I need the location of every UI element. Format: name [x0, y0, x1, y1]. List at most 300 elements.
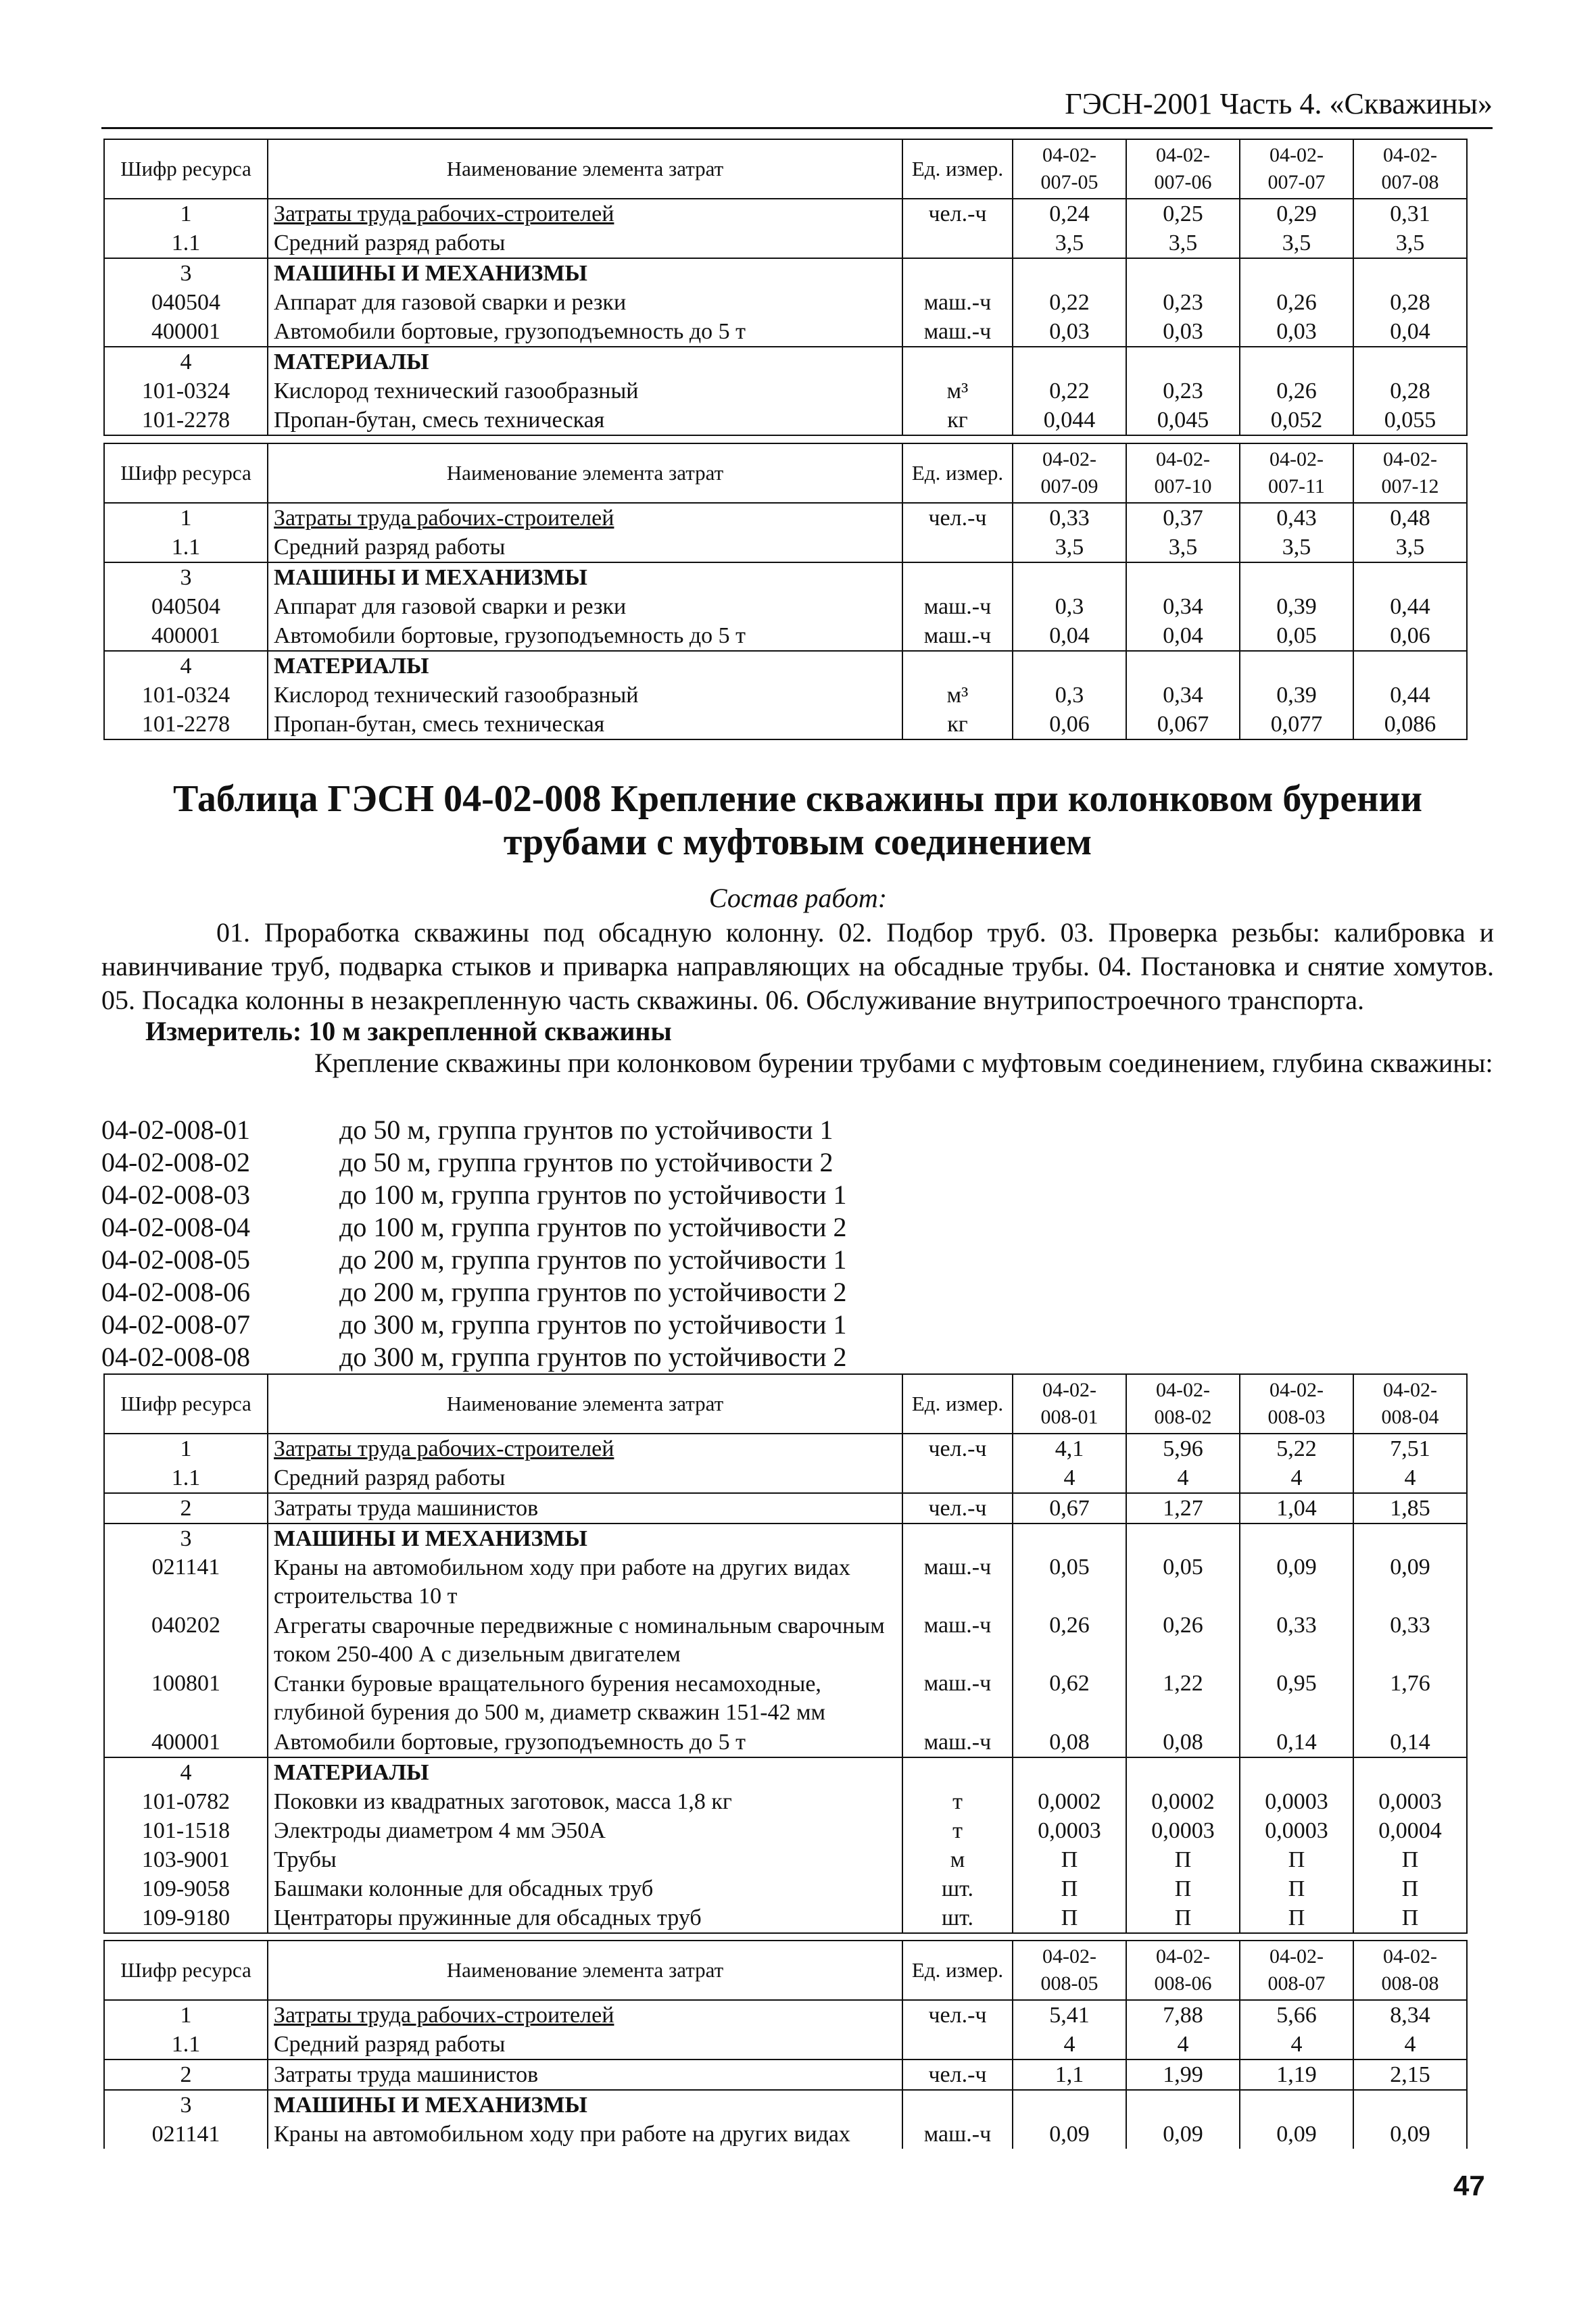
section-row [104, 347, 1467, 376]
cell-unit: т [902, 1816, 1013, 1845]
cell-cipher: 101-0324 [104, 376, 268, 406]
cell-value: 0,045 [1126, 406, 1240, 435]
cell-value: 0,03 [1126, 317, 1240, 347]
cell-cipher: 040504 [104, 592, 268, 621]
cell-value [1013, 562, 1126, 592]
running-header [101, 87, 1493, 129]
cell-unit: маш.-ч [902, 1553, 1013, 1611]
cell-value: 0,077 [1240, 710, 1353, 739]
col-unit-header: Ед. измер. [902, 139, 1013, 199]
col-name-header: Наименование элемента затрат [268, 1374, 902, 1434]
table-row [104, 592, 1467, 621]
cell-name: МАТЕРИАЛЫ [268, 651, 902, 681]
cell-value: 3,5 [1240, 228, 1353, 258]
list-item [101, 1211, 1494, 1244]
table-row [104, 288, 1467, 317]
cell-value: П [1126, 1874, 1240, 1903]
cell-value: 0,33 [1240, 1611, 1353, 1670]
cell-unit: м [902, 1845, 1013, 1874]
cell-value: 3,5 [1013, 228, 1126, 258]
cell-value: 0,34 [1126, 592, 1240, 621]
section-row [104, 258, 1467, 288]
cell-value: П [1240, 1903, 1353, 1933]
cell-name: Поковки из квадратных заготовок, масса 1,8 кг [268, 1787, 902, 1816]
cell-value: 0,0003 [1240, 1787, 1353, 1816]
section-row [104, 651, 1467, 681]
cell-value [1013, 2090, 1126, 2120]
cell-name: МАТЕРИАЛЫ [268, 347, 902, 376]
cell-value: 1,85 [1353, 1493, 1467, 1524]
cell-name: Средний разряд работы [268, 533, 902, 562]
cell-value: 0,04 [1353, 317, 1467, 347]
col-name-header: Наименование элемента затрат [268, 139, 902, 199]
cell-value [1240, 651, 1353, 681]
table-row [104, 1670, 1467, 1728]
cell-value: П [1240, 1845, 1353, 1874]
cell-value [1240, 562, 1353, 592]
cell-value [1126, 1757, 1240, 1787]
cell-value: 4 [1013, 1463, 1126, 1493]
list-item [101, 1146, 1494, 1179]
col-cipher-header: Шифр ресурса [104, 1374, 268, 1434]
cell-value: 4 [1353, 1463, 1467, 1493]
cell-value: 0,05 [1013, 1553, 1126, 1611]
variant-text: до 50 м, группа грунтов по устойчивости 1 [339, 1115, 833, 1145]
col-code-header: 04-02- 008-02 [1126, 1374, 1240, 1434]
cell-value: 1,27 [1126, 1493, 1240, 1524]
cell-value: 4 [1013, 2030, 1126, 2060]
table-row [104, 1434, 1467, 1463]
cell-cipher: 4 [104, 1757, 268, 1787]
cell-value: 0,0003 [1353, 1787, 1467, 1816]
cell-cipher: 2 [104, 2060, 268, 2090]
cell-cipher: 040202 [104, 1611, 268, 1670]
cell-cipher: 4 [104, 347, 268, 376]
list-item [101, 1276, 1494, 1309]
col-code-header: 04-02- 008-06 [1126, 1941, 1240, 2000]
cell-value [1126, 651, 1240, 681]
cell-value: 0,26 [1013, 1611, 1126, 1670]
cell-unit [902, 258, 1013, 288]
cell-value: 0,25 [1126, 199, 1240, 228]
col-name-header: Наименование элемента затрат [268, 1941, 902, 2000]
col-code-header: 04-02- 008-04 [1353, 1374, 1467, 1434]
cell-unit: чел.-ч [902, 1434, 1013, 1463]
table-row [104, 2060, 1467, 2090]
cell-value: 0,0004 [1353, 1816, 1467, 1845]
cell-value: 0,08 [1126, 1728, 1240, 1757]
cell-value [1013, 651, 1126, 681]
cell-name: Станки буровые вращательного бурения несамоходные, глубиной бурения до 500 м, диаметр скважин 151-42 мм [268, 1670, 902, 1728]
header-text: ГЭСН-2001 Часть 4. «Скважины» [1065, 87, 1493, 120]
cell-cipher: 3 [104, 2090, 268, 2120]
cell-value: 5,96 [1126, 1434, 1240, 1463]
cell-unit: маш.-ч [902, 621, 1013, 651]
cell-cipher: 400001 [104, 621, 268, 651]
table-title: Таблица ГЭСН 04-02-008 Крепление скважины при колонковом бурении трубами с муфтовым соединением [172, 778, 1423, 863]
section-row [104, 1757, 1467, 1787]
variant-code: 04-02-008-03 [101, 1179, 250, 1210]
cell-value: 0,055 [1353, 406, 1467, 435]
cell-cipher: 100801 [104, 1670, 268, 1728]
cell-unit: чел.-ч [902, 2000, 1013, 2030]
table-row [104, 503, 1467, 533]
cell-value [1353, 347, 1467, 376]
cell-value: 0,37 [1126, 503, 1240, 533]
cell-value: 0,06 [1013, 710, 1126, 739]
cell-value [1013, 1524, 1126, 1553]
cell-value [1353, 258, 1467, 288]
cell-cipher: 040504 [104, 288, 268, 317]
cell-name: Затраты труда рабочих-строителей [268, 199, 902, 228]
variant-code: 04-02-008-05 [101, 1244, 250, 1275]
cell-cipher: 1 [104, 199, 268, 228]
table-row [104, 2000, 1467, 2030]
cell-cipher: 3 [104, 258, 268, 288]
table-row [104, 621, 1467, 651]
cell-value: 0,62 [1013, 1670, 1126, 1728]
section-row [104, 2090, 1467, 2120]
cell-cipher: 1.1 [104, 1463, 268, 1493]
list-item [101, 1341, 1494, 1373]
cell-unit [902, 1524, 1013, 1553]
cell-value: 0,0003 [1013, 1816, 1126, 1845]
table-row [104, 406, 1467, 435]
cell-value: 0,22 [1013, 288, 1126, 317]
cell-cipher: 109-9058 [104, 1874, 268, 1903]
col-cipher-header: Шифр ресурса [104, 1941, 268, 2000]
cell-unit: чел.-ч [902, 1493, 1013, 1524]
cell-unit [902, 533, 1013, 562]
variant-text: до 100 м, группа грунтов по устойчивости 1 [339, 1179, 847, 1210]
col-cipher-header: Шифр ресурса [104, 139, 268, 199]
cell-value: 3,5 [1126, 533, 1240, 562]
cell-value [1353, 1757, 1467, 1787]
table-header-row [104, 1941, 1467, 2000]
cell-name: Кислород технический газообразный [268, 681, 902, 710]
table-row [104, 533, 1467, 562]
cell-value [1013, 1757, 1126, 1787]
cell-value: 0,22 [1013, 376, 1126, 406]
col-code-header: 04-02- 007-06 [1126, 139, 1240, 199]
resource-table-008-01-04 [103, 1373, 1468, 1934]
cell-unit: шт. [902, 1874, 1013, 1903]
cell-value: 0,34 [1126, 681, 1240, 710]
cell-unit [902, 562, 1013, 592]
cell-unit [902, 651, 1013, 681]
cell-unit [902, 347, 1013, 376]
col-name-header: Наименование элемента затрат [268, 443, 902, 503]
cell-unit [902, 2030, 1013, 2060]
cell-value: 0,052 [1240, 406, 1353, 435]
cell-value: 4 [1353, 2030, 1467, 2060]
cell-name: Автомобили бортовые, грузоподъемность до 5 т [268, 621, 902, 651]
resource-table-007-05-08 [103, 139, 1468, 436]
cell-value: 0,03 [1240, 317, 1353, 347]
cell-value: 0,09 [1240, 1553, 1353, 1611]
col-code-header: 04-02- 008-07 [1240, 1941, 1353, 2000]
cell-name: МАТЕРИАЛЫ [268, 1757, 902, 1787]
cell-unit: кг [902, 710, 1013, 739]
cell-value: 0,67 [1013, 1493, 1126, 1524]
cell-value: 0,05 [1240, 621, 1353, 651]
cell-value: 0,33 [1353, 1611, 1467, 1670]
cell-value: П [1126, 1845, 1240, 1874]
cell-name: Аппарат для газовой сварки и резки [268, 288, 902, 317]
cell-value: 0,0003 [1240, 1816, 1353, 1845]
table-header-row [104, 139, 1467, 199]
description-text: Крепление скважины при колонковом бурении трубами с муфтовым соединением, глубина скважины: [314, 1048, 1493, 1078]
cell-value: 0,067 [1126, 710, 1240, 739]
resource-table-008-05-08 [103, 1940, 1468, 2149]
cell-value: П [1013, 1874, 1126, 1903]
cell-value: 0,39 [1240, 592, 1353, 621]
cell-value: 1,22 [1126, 1670, 1240, 1728]
cell-value: П [1126, 1903, 1240, 1933]
variant-code: 04-02-008-04 [101, 1212, 250, 1242]
composition-text: 01. Проработка скважины под обсадную колонну. 02. Подбор труб. 03. Проверка резьбы: калибровка и навинчивание труб, подварка стыков и приварка направляющих на обсадные трубы. 04. Постановка и снятие хомутов. 05. Посадка колонны в незакрепленную часть скважины. 06. Обслуживание внутрипостроечного транспорта. [101, 917, 1494, 1015]
variant-text: до 100 м, группа грунтов по устойчивости 2 [339, 1212, 847, 1242]
col-code-header: 04-02- 007-07 [1240, 139, 1353, 199]
cell-value: 0,28 [1353, 376, 1467, 406]
cell-value: 0,33 [1013, 503, 1126, 533]
cell-value: 0,09 [1353, 2120, 1467, 2149]
cell-value: 0,24 [1013, 199, 1126, 228]
cell-unit: маш.-ч [902, 1728, 1013, 1757]
cell-value: 0,44 [1353, 592, 1467, 621]
cell-cipher: 1 [104, 1434, 268, 1463]
cell-value [1126, 258, 1240, 288]
cell-value: 0,044 [1013, 406, 1126, 435]
variant-code: 04-02-008-01 [101, 1115, 250, 1145]
cell-name: Башмаки колонные для обсадных труб [268, 1874, 902, 1903]
cell-name: Пропан-бутан, смесь техническая [268, 406, 902, 435]
cell-name: Автомобили бортовые, грузоподъемность до 5 т [268, 317, 902, 347]
table-row [104, 681, 1467, 710]
cell-value [1353, 562, 1467, 592]
cell-name: Краны на автомобильном ходу при работе на других видах строительства 10 т [268, 1553, 902, 1611]
cell-value: 0,95 [1240, 1670, 1353, 1728]
table-row [104, 2030, 1467, 2060]
cell-value: 4,1 [1013, 1434, 1126, 1463]
cell-name: Средний разряд работы [268, 1463, 902, 1493]
col-code-header: 04-02- 007-05 [1013, 139, 1126, 199]
cell-name: Затраты труда рабочих-строителей [268, 2000, 902, 2030]
variant-text: до 300 м, группа грунтов по устойчивости 2 [339, 1342, 847, 1372]
cell-value: 7,88 [1126, 2000, 1240, 2030]
cell-value: 0,28 [1353, 288, 1467, 317]
cell-value: 0,0002 [1126, 1787, 1240, 1816]
col-code-header: 04-02- 008-01 [1013, 1374, 1126, 1434]
cell-cipher: 1.1 [104, 533, 268, 562]
cell-value [1240, 347, 1353, 376]
cell-unit [902, 1463, 1013, 1493]
cell-value: 0,48 [1353, 503, 1467, 533]
table-header-row [104, 1374, 1467, 1434]
cell-value: 4 [1240, 1463, 1353, 1493]
cell-value: 4 [1240, 2030, 1353, 2060]
cell-value: 0,31 [1353, 199, 1467, 228]
cell-value: 3,5 [1126, 228, 1240, 258]
table-row [104, 376, 1467, 406]
col-code-header: 04-02- 008-03 [1240, 1374, 1353, 1434]
cell-value: 0,23 [1126, 376, 1240, 406]
col-cipher-header: Шифр ресурса [104, 443, 268, 503]
cell-value [1013, 347, 1126, 376]
cell-value: 0,3 [1013, 592, 1126, 621]
cell-value: 5,41 [1013, 2000, 1126, 2030]
cell-value: П [1353, 1845, 1467, 1874]
page-number: 47 [1453, 2170, 1485, 2201]
variant-text: до 200 м, группа грунтов по устойчивости 2 [339, 1277, 847, 1307]
cell-name: Аппарат для газовой сварки и резки [268, 592, 902, 621]
cell-value: 7,51 [1353, 1434, 1467, 1463]
cell-cipher: 1.1 [104, 2030, 268, 2060]
cell-cipher: 3 [104, 562, 268, 592]
table-row [104, 199, 1467, 228]
variant-code: 04-02-008-08 [101, 1342, 250, 1372]
variant-text: до 300 м, группа грунтов по устойчивости 1 [339, 1309, 847, 1340]
cell-unit: м³ [902, 681, 1013, 710]
table-row [104, 1611, 1467, 1670]
cell-value: 1,19 [1240, 2060, 1353, 2090]
cell-cipher: 021141 [104, 2120, 268, 2149]
cell-value [1240, 1757, 1353, 1787]
cell-unit [902, 1757, 1013, 1787]
variant-code: 04-02-008-02 [101, 1147, 250, 1177]
cell-value: 0,04 [1013, 621, 1126, 651]
cell-value: 4 [1126, 1463, 1240, 1493]
cell-value: 0,03 [1013, 317, 1126, 347]
table-row [104, 1463, 1467, 1493]
cell-value: 3,5 [1353, 533, 1467, 562]
cell-value [1240, 2090, 1353, 2120]
cell-value: 0,0003 [1126, 1816, 1240, 1845]
col-code-header: 04-02- 007-08 [1353, 139, 1467, 199]
cell-unit: маш.-ч [902, 592, 1013, 621]
cell-value: 0,0002 [1013, 1787, 1126, 1816]
cell-value: 1,1 [1013, 2060, 1126, 2090]
cell-value: 0,04 [1126, 621, 1240, 651]
cell-value: П [1353, 1903, 1467, 1933]
variant-code: 04-02-008-06 [101, 1277, 250, 1307]
table-row [104, 317, 1467, 347]
cell-name: Автомобили бортовые, грузоподъемность до 5 т [268, 1728, 902, 1757]
meter-line: Измеритель: 10 м закрепленной скважины [145, 1016, 672, 1046]
list-item [101, 1309, 1494, 1341]
composition-heading: Состав работ: [708, 883, 888, 913]
cell-value: П [1013, 1903, 1126, 1933]
col-unit-header: Ед. измер. [902, 1941, 1013, 2000]
variant-text: до 50 м, группа грунтов по устойчивости 2 [339, 1147, 833, 1177]
cell-cipher: 3 [104, 1524, 268, 1553]
cell-unit: чел.-ч [902, 199, 1013, 228]
col-code-header: 04-02- 008-05 [1013, 1941, 1126, 2000]
cell-unit: маш.-ч [902, 1670, 1013, 1728]
cell-value: 0,09 [1126, 2120, 1240, 2149]
cell-value: 0,06 [1353, 621, 1467, 651]
cell-name: Кислород технический газообразный [268, 376, 902, 406]
list-item [101, 1244, 1494, 1276]
cell-value: 0,14 [1240, 1728, 1353, 1757]
resource-table-007-09-12 [103, 443, 1468, 740]
cell-cipher: 109-9180 [104, 1903, 268, 1933]
table-row [104, 1874, 1467, 1903]
cell-value: 0,29 [1240, 199, 1353, 228]
cell-value: 0,14 [1353, 1728, 1467, 1757]
list-item [101, 1114, 1494, 1146]
cell-value: 0,09 [1353, 1553, 1467, 1611]
cell-unit: маш.-ч [902, 288, 1013, 317]
cell-cipher: 1 [104, 503, 268, 533]
section-row [104, 1524, 1467, 1553]
cell-name: МАШИНЫ И МЕХАНИЗМЫ [268, 258, 902, 288]
variant-text: до 200 м, группа грунтов по устойчивости 1 [339, 1244, 847, 1275]
cell-name: Пропан-бутан, смесь техническая [268, 710, 902, 739]
cell-value [1353, 1524, 1467, 1553]
cell-value: 3,5 [1013, 533, 1126, 562]
cell-name: Краны на автомобильном ходу при работе на других видах [268, 2120, 902, 2149]
cell-value: 1,04 [1240, 1493, 1353, 1524]
cell-value: 0,26 [1240, 288, 1353, 317]
cell-value: 0,086 [1353, 710, 1467, 739]
cell-cipher: 2 [104, 1493, 268, 1524]
col-code-header: 04-02- 007-09 [1013, 443, 1126, 503]
cell-value: 0,09 [1240, 2120, 1353, 2149]
table-row [104, 228, 1467, 258]
cell-value [1126, 347, 1240, 376]
cell-cipher: 400001 [104, 317, 268, 347]
cell-cipher: 101-2278 [104, 710, 268, 739]
cell-cipher: 103-9001 [104, 1845, 268, 1874]
cell-value [1353, 2090, 1467, 2120]
col-code-header: 04-02- 007-10 [1126, 443, 1240, 503]
variant-code: 04-02-008-07 [101, 1309, 250, 1340]
section-row [104, 562, 1467, 592]
cell-value: П [1240, 1874, 1353, 1903]
cell-value: 0,3 [1013, 681, 1126, 710]
cell-value: 0,26 [1240, 376, 1353, 406]
cell-cipher: 101-0782 [104, 1787, 268, 1816]
table-row [104, 1845, 1467, 1874]
cell-value: 3,5 [1353, 228, 1467, 258]
cell-value: 0,26 [1126, 1611, 1240, 1670]
cell-name: Агрегаты сварочные передвижные с номинальным сварочным током 250-400 А с дизельным двигателем [268, 1611, 902, 1670]
table-row [104, 1553, 1467, 1611]
table-row [104, 2120, 1467, 2149]
cell-value: 3,5 [1240, 533, 1353, 562]
cell-name: Средний разряд работы [268, 2030, 902, 2060]
cell-name: Затраты труда машинистов [268, 2060, 902, 2090]
cell-unit: м³ [902, 376, 1013, 406]
cell-value: 0,44 [1353, 681, 1467, 710]
cell-unit: шт. [902, 1903, 1013, 1933]
cell-unit: маш.-ч [902, 2120, 1013, 2149]
cell-name: Средний разряд работы [268, 228, 902, 258]
cell-cipher: 101-0324 [104, 681, 268, 710]
cell-value [1240, 1524, 1353, 1553]
cell-name: Затраты труда рабочих-строителей [268, 503, 902, 533]
cell-unit: маш.-ч [902, 317, 1013, 347]
cell-value: 0,09 [1013, 2120, 1126, 2149]
cell-value: 2,15 [1353, 2060, 1467, 2090]
cell-cipher: 101-1518 [104, 1816, 268, 1845]
cell-value: П [1353, 1874, 1467, 1903]
cell-cipher: 021141 [104, 1553, 268, 1611]
cell-unit: чел.-ч [902, 503, 1013, 533]
col-code-header: 04-02- 007-11 [1240, 443, 1353, 503]
cell-value [1240, 258, 1353, 288]
